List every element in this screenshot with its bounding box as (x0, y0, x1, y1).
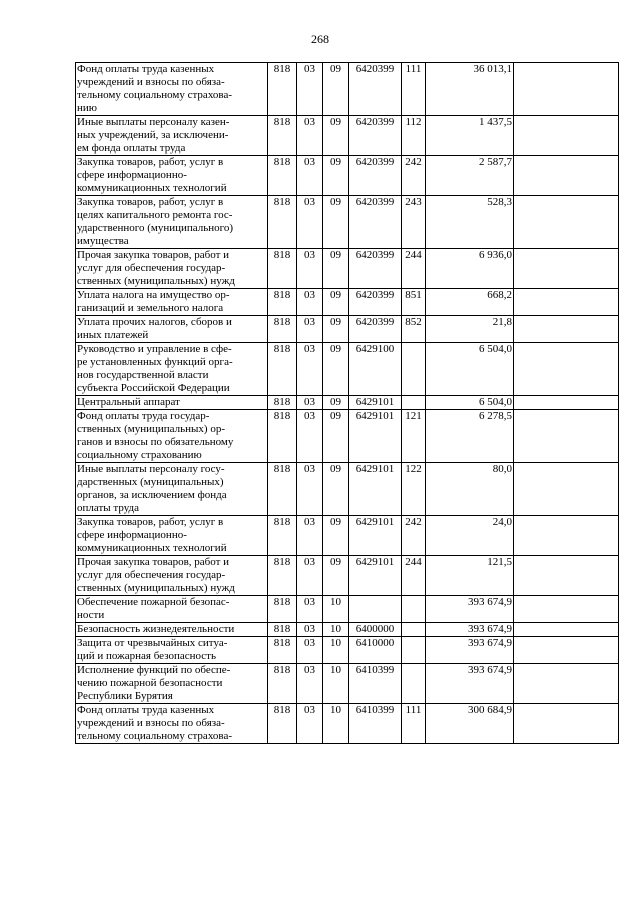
item-name-line: ственных (муниципальных) ор- (77, 423, 226, 435)
gr-cell: 818 (268, 116, 297, 156)
sum-cell: 528,3 (426, 196, 514, 249)
item-name-line: Фонд оплаты труда казенных (77, 704, 215, 716)
pr-cell: 09 (323, 249, 349, 289)
item-name-line: учреждений и взносы по обяза- (77, 76, 225, 88)
vr-cell: 242 (402, 156, 426, 196)
item-name-cell (76, 596, 268, 623)
empty-cell (514, 556, 619, 596)
table-row (76, 196, 619, 249)
budget-table-body (76, 63, 619, 744)
item-name-line: нию (77, 102, 97, 114)
table-row (76, 316, 619, 343)
rz-cell: 03 (297, 704, 323, 744)
empty-cell (514, 463, 619, 516)
item-name-cell (76, 637, 268, 664)
item-name-line: ем фонда оплаты труда (77, 142, 186, 154)
sum-cell: 393 674,9 (426, 664, 514, 704)
pr-cell: 09 (323, 556, 349, 596)
item-name-line: оплаты труда (77, 502, 140, 514)
rz-cell: 03 (297, 637, 323, 664)
empty-cell (514, 596, 619, 623)
vr-cell: 122 (402, 463, 426, 516)
gr-cell: 818 (268, 343, 297, 396)
rz-cell: 03 (297, 556, 323, 596)
table-row (76, 463, 619, 516)
cs-cell: 6420399 (349, 63, 402, 116)
table-row (76, 664, 619, 704)
gr-cell: 818 (268, 556, 297, 596)
vr-cell (402, 596, 426, 623)
gr-cell: 818 (268, 249, 297, 289)
gr-cell: 818 (268, 516, 297, 556)
item-name-line: целях капитального ремонта гос- (77, 209, 233, 221)
item-name-cell (76, 63, 268, 116)
cs-cell (349, 596, 402, 623)
table-row (76, 637, 619, 664)
item-name-line: ных учреждений, за исключени- (77, 129, 229, 141)
vr-cell: 243 (402, 196, 426, 249)
vr-cell (402, 343, 426, 396)
item-name-line: Закупка товаров, работ, услуг в (77, 156, 224, 168)
vr-cell: 111 (402, 63, 426, 116)
empty-cell (514, 704, 619, 744)
sum-cell: 24,0 (426, 516, 514, 556)
sum-cell: 668,2 (426, 289, 514, 316)
pr-cell: 09 (323, 289, 349, 316)
sum-cell: 6 278,5 (426, 410, 514, 463)
sum-cell: 393 674,9 (426, 596, 514, 623)
cs-cell: 6410399 (349, 704, 402, 744)
item-name-line: Уплата прочих налогов, сборов и (77, 316, 232, 328)
cs-cell: 6400000 (349, 623, 402, 637)
item-name-line: Безопасность жизнедеятельности (77, 623, 235, 635)
item-name-line: иных платежей (77, 329, 149, 341)
item-name-line: Центральный аппарат (77, 396, 180, 408)
pr-cell: 09 (323, 396, 349, 410)
item-name-cell (76, 316, 268, 343)
empty-cell (514, 664, 619, 704)
vr-cell: 112 (402, 116, 426, 156)
table-row (76, 596, 619, 623)
table-row (76, 396, 619, 410)
item-name-line: ударственного (муниципального) (77, 222, 234, 234)
cs-cell: 6420399 (349, 116, 402, 156)
gr-cell: 818 (268, 156, 297, 196)
sum-cell: 393 674,9 (426, 623, 514, 637)
cs-cell: 6429100 (349, 343, 402, 396)
vr-cell (402, 637, 426, 664)
vr-cell: 851 (402, 289, 426, 316)
item-name-line: органов, за исключением фонда (77, 489, 227, 501)
item-name-cell (76, 116, 268, 156)
cs-cell: 6420399 (349, 289, 402, 316)
vr-cell (402, 664, 426, 704)
rz-cell: 03 (297, 343, 323, 396)
item-name-cell (76, 623, 268, 637)
pr-cell: 09 (323, 410, 349, 463)
table-row (76, 249, 619, 289)
budget-table (75, 62, 619, 744)
gr-cell: 818 (268, 63, 297, 116)
table-row (76, 63, 619, 116)
table-row (76, 116, 619, 156)
item-name-line: сфере информационно- (77, 169, 187, 181)
sum-cell: 21,8 (426, 316, 514, 343)
empty-cell (514, 156, 619, 196)
cs-cell: 6420399 (349, 196, 402, 249)
empty-cell (514, 63, 619, 116)
pr-cell: 10 (323, 704, 349, 744)
table-row (76, 343, 619, 396)
cs-cell: 6410399 (349, 664, 402, 704)
item-name-cell (76, 156, 268, 196)
table-row (76, 556, 619, 596)
vr-cell: 244 (402, 556, 426, 596)
empty-cell (514, 410, 619, 463)
item-name-line: Исполнение функций по обеспе- (77, 664, 231, 676)
rz-cell: 03 (297, 410, 323, 463)
item-name-cell (76, 516, 268, 556)
cs-cell: 6420399 (349, 249, 402, 289)
vr-cell: 121 (402, 410, 426, 463)
pr-cell: 09 (323, 196, 349, 249)
item-name-line: нов государственной власти (77, 369, 209, 381)
cs-cell: 6429101 (349, 396, 402, 410)
rz-cell: 03 (297, 396, 323, 410)
rz-cell: 03 (297, 196, 323, 249)
vr-cell: 852 (402, 316, 426, 343)
item-name-cell (76, 343, 268, 396)
rz-cell: 03 (297, 664, 323, 704)
item-name-cell (76, 704, 268, 744)
rz-cell: 03 (297, 596, 323, 623)
cs-cell: 6410000 (349, 637, 402, 664)
item-name-line: ганизаций и земельного налога (77, 302, 224, 314)
item-name-cell (76, 556, 268, 596)
empty-cell (514, 289, 619, 316)
item-name-cell (76, 410, 268, 463)
gr-cell: 818 (268, 637, 297, 664)
item-name-cell (76, 396, 268, 410)
table-row (76, 516, 619, 556)
item-name-line: сфере информационно- (77, 529, 187, 541)
sum-cell: 121,5 (426, 556, 514, 596)
item-name-line: Закупка товаров, работ, услуг в (77, 516, 224, 528)
item-name-line: Прочая закупка товаров, работ и (77, 249, 230, 261)
rz-cell: 03 (297, 116, 323, 156)
item-name-line: Республики Бурятия (77, 690, 173, 702)
gr-cell: 818 (268, 289, 297, 316)
sum-cell: 393 674,9 (426, 637, 514, 664)
item-name-line: чению пожарной безопасности (77, 677, 223, 689)
item-name-line: Прочая закупка товаров, работ и (77, 556, 230, 568)
item-name-line: учреждений и взносы по обяза- (77, 717, 225, 729)
rz-cell: 03 (297, 289, 323, 316)
rz-cell: 03 (297, 63, 323, 116)
empty-cell (514, 116, 619, 156)
item-name-line: Защита от чрезвычайных ситуа- (77, 637, 228, 649)
item-name-cell (76, 664, 268, 704)
table-row (76, 623, 619, 637)
rz-cell: 03 (297, 516, 323, 556)
gr-cell: 818 (268, 704, 297, 744)
empty-cell (514, 343, 619, 396)
vr-cell (402, 396, 426, 410)
pr-cell: 10 (323, 637, 349, 664)
empty-cell (514, 249, 619, 289)
item-name-line: Фонд оплаты труда казенных (77, 63, 215, 75)
pr-cell: 09 (323, 156, 349, 196)
pr-cell: 09 (323, 116, 349, 156)
cs-cell: 6429101 (349, 410, 402, 463)
item-name-line: Фонд оплаты труда государ- (77, 410, 210, 422)
item-name-line: тельному социальному страхова- (77, 89, 232, 101)
rz-cell: 03 (297, 156, 323, 196)
empty-cell (514, 516, 619, 556)
item-name-line: услуг для обеспечения государ- (77, 262, 226, 274)
gr-cell: 818 (268, 463, 297, 516)
page-number: 268 (311, 32, 329, 46)
item-name-line: коммуникационных технологий (77, 542, 227, 554)
sum-cell: 6 504,0 (426, 396, 514, 410)
pr-cell: 10 (323, 623, 349, 637)
item-name-line: коммуникационных технологий (77, 182, 227, 194)
sum-cell: 36 013,1 (426, 63, 514, 116)
empty-cell (514, 623, 619, 637)
cs-cell: 6420399 (349, 156, 402, 196)
item-name-line: Обеспечение пожарной безопас- (77, 596, 230, 608)
rz-cell: 03 (297, 623, 323, 637)
gr-cell: 818 (268, 396, 297, 410)
empty-cell (514, 396, 619, 410)
item-name-line: Руководство и управление в сфе- (77, 343, 232, 355)
pr-cell: 10 (323, 664, 349, 704)
rz-cell: 03 (297, 463, 323, 516)
item-name-cell (76, 249, 268, 289)
item-name-line: Уплата налога на имущество ор- (77, 289, 230, 301)
gr-cell: 818 (268, 316, 297, 343)
table-row (76, 289, 619, 316)
item-name-cell (76, 196, 268, 249)
rz-cell: 03 (297, 316, 323, 343)
gr-cell: 818 (268, 410, 297, 463)
vr-cell: 111 (402, 704, 426, 744)
pr-cell: 09 (323, 63, 349, 116)
sum-cell: 2 587,7 (426, 156, 514, 196)
sum-cell: 6 504,0 (426, 343, 514, 396)
pr-cell: 09 (323, 343, 349, 396)
item-name-line: ганов и взносы по обязательному (77, 436, 234, 448)
item-name-cell (76, 463, 268, 516)
pr-cell: 10 (323, 596, 349, 623)
vr-cell: 244 (402, 249, 426, 289)
cs-cell: 6429101 (349, 556, 402, 596)
item-name-line: ре установленных функций орга- (77, 356, 233, 368)
cs-cell: 6429101 (349, 463, 402, 516)
gr-cell: 818 (268, 196, 297, 249)
empty-cell (514, 316, 619, 343)
item-name-line: Иные выплаты персоналу казен- (77, 116, 230, 128)
pr-cell: 09 (323, 463, 349, 516)
gr-cell: 818 (268, 623, 297, 637)
item-name-line: ности (77, 609, 105, 621)
vr-cell (402, 623, 426, 637)
gr-cell: 818 (268, 664, 297, 704)
vr-cell: 242 (402, 516, 426, 556)
empty-cell (514, 196, 619, 249)
cs-cell: 6420399 (349, 316, 402, 343)
pr-cell: 09 (323, 316, 349, 343)
sum-cell: 80,0 (426, 463, 514, 516)
pr-cell: 09 (323, 516, 349, 556)
table-row (76, 704, 619, 744)
item-name-line: дарственных (муниципальных) (77, 476, 224, 488)
item-name-line: ций и пожарная безопасность (77, 650, 216, 662)
cs-cell: 6429101 (349, 516, 402, 556)
sum-cell: 300 684,9 (426, 704, 514, 744)
item-name-line: субъекта Российской Федерации (77, 382, 230, 394)
empty-cell (514, 637, 619, 664)
item-name-line: имущества (77, 235, 129, 247)
item-name-line: услуг для обеспечения государ- (77, 569, 226, 581)
item-name-cell (76, 289, 268, 316)
item-name-line: тельному социальному страхова- (77, 730, 232, 742)
sum-cell: 6 936,0 (426, 249, 514, 289)
sum-cell: 1 437,5 (426, 116, 514, 156)
gr-cell: 818 (268, 596, 297, 623)
item-name-line: ственных (муниципальных) нужд (77, 275, 235, 287)
item-name-line: Иные выплаты персоналу госу- (77, 463, 225, 475)
rz-cell: 03 (297, 249, 323, 289)
item-name-line: социальному страхованию (77, 449, 202, 461)
table-row (76, 410, 619, 463)
item-name-line: Закупка товаров, работ, услуг в (77, 196, 224, 208)
item-name-line: ственных (муниципальных) нужд (77, 582, 235, 594)
table-row (76, 156, 619, 196)
